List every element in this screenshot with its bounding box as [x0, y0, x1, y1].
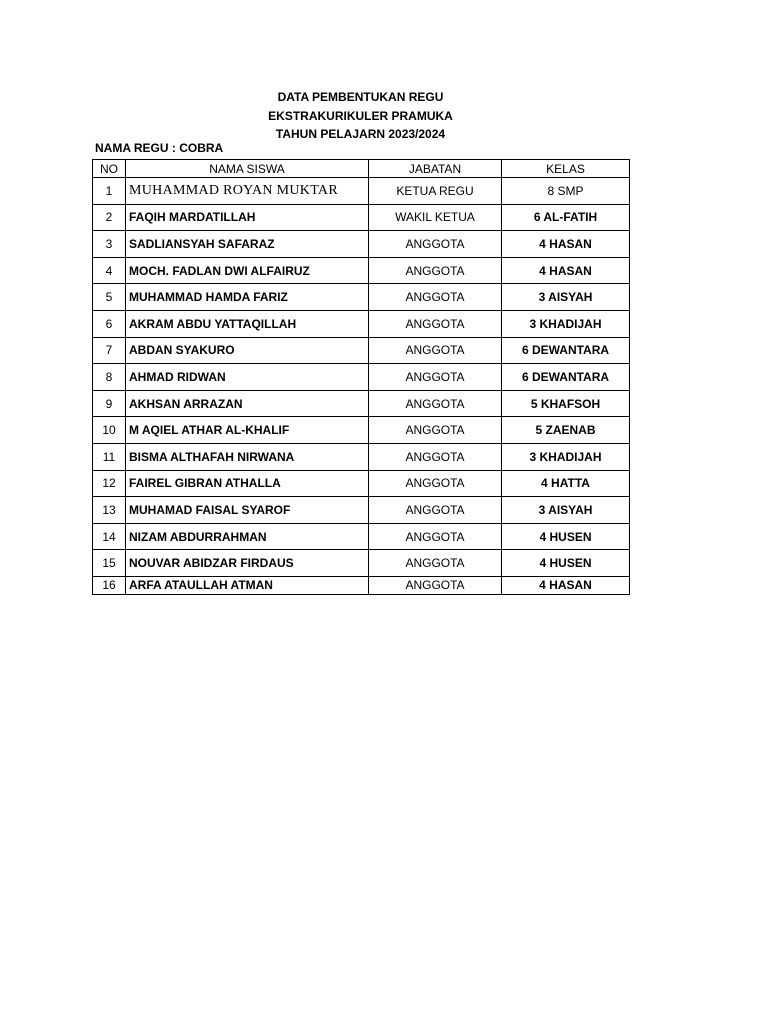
cell-role: ANGGOTA [369, 284, 502, 311]
cell-no: 11 [93, 443, 126, 470]
cell-name: SADLIANSYAH SAFARAZ [126, 231, 369, 258]
cell-name: FAIREL GIBRAN ATHALLA [126, 470, 369, 497]
cell-name: MUHAMMAD ROYAN MUKTAR [126, 178, 369, 205]
cell-no: 4 [93, 257, 126, 284]
column-header-name: NAMA SISWA [126, 160, 369, 178]
column-header-role: JABATAN [369, 160, 502, 178]
cell-no: 1 [93, 178, 126, 205]
table-row [93, 204, 630, 231]
cell-class: 3 KHADIJAH [502, 443, 630, 470]
table-row [93, 284, 630, 311]
table-row [93, 523, 630, 550]
cell-name: AKHSAN ARRAZAN [126, 390, 369, 417]
cell-class: 4 HASAN [502, 231, 630, 258]
cell-role: ANGGOTA [369, 550, 502, 577]
cell-name: ABDAN SYAKURO [126, 337, 369, 364]
cell-name: MOCH. FADLAN DWI ALFAIRUZ [126, 257, 369, 284]
column-header-class: KELAS [502, 160, 630, 178]
cell-name: M AQIEL ATHAR AL-KHALIF [126, 417, 369, 444]
table-header-row [93, 160, 630, 178]
table-row [93, 257, 630, 284]
cell-class: 4 HATTA [502, 470, 630, 497]
cell-role: ANGGOTA [369, 364, 502, 391]
cell-class: 3 KHADIJAH [502, 310, 630, 337]
cell-name: ARFA ATAULLAH ATMAN [126, 576, 369, 594]
table-row [93, 417, 630, 444]
cell-class: 8 SMP [502, 178, 630, 205]
cell-role: ANGGOTA [369, 390, 502, 417]
cell-role: ANGGOTA [369, 576, 502, 594]
cell-role: ANGGOTA [369, 523, 502, 550]
cell-role: ANGGOTA [369, 310, 502, 337]
cell-name: NOUVAR ABIDZAR FIRDAUS [126, 550, 369, 577]
table-row [93, 550, 630, 577]
cell-no: 15 [93, 550, 126, 577]
cell-class: 4 HASAN [502, 576, 630, 594]
cell-class: 6 DEWANTARA [502, 364, 630, 391]
cell-role: ANGGOTA [369, 231, 502, 258]
cell-no: 2 [93, 204, 126, 231]
cell-no: 9 [93, 390, 126, 417]
table-row [93, 470, 630, 497]
cell-name: MUHAMAD FAISAL SYAROF [126, 497, 369, 524]
cell-role: ANGGOTA [369, 443, 502, 470]
cell-name: BISMA ALTHAFAH NIRWANA [126, 443, 369, 470]
table-row [93, 364, 630, 391]
table-row [93, 337, 630, 364]
title-line-3: TAHUN PELAJARN 2023/2024 [275, 127, 446, 141]
cell-no: 10 [93, 417, 126, 444]
cell-role: ANGGOTA [369, 337, 502, 364]
cell-name: FAQIH MARDATILLAH [126, 204, 369, 231]
cell-no: 12 [93, 470, 126, 497]
cell-class: 4 HUSEN [502, 523, 630, 550]
group-name-label: NAMA REGU : COBRA [95, 141, 224, 155]
cell-no: 13 [93, 497, 126, 524]
title-line-2: EKSTRAKURIKULER PRAMUKA [268, 108, 453, 123]
cell-class: 4 HASAN [502, 257, 630, 284]
cell-no: 16 [93, 576, 126, 594]
cell-role: WAKIL KETUA [369, 204, 502, 231]
cell-name: NIZAM ABDURRAHMAN [126, 523, 369, 550]
title-line-1: DATA PEMBENTUKAN REGU [277, 90, 444, 104]
cell-class: 3 AISYAH [502, 497, 630, 524]
cell-role: KETUA REGU [369, 178, 502, 205]
cell-role: ANGGOTA [369, 470, 502, 497]
cell-no: 8 [93, 364, 126, 391]
cell-class: 6 DEWANTARA [502, 337, 630, 364]
cell-class: 6 AL-FATIH [502, 204, 630, 231]
cell-no: 14 [93, 523, 126, 550]
cell-name: AHMAD RIDWAN [126, 364, 369, 391]
table-row [93, 576, 630, 594]
cell-no: 3 [93, 231, 126, 258]
cell-class: 3 AISYAH [502, 284, 630, 311]
cell-class: 5 KHAFSOH [502, 390, 630, 417]
table-row [93, 497, 630, 524]
cell-role: ANGGOTA [369, 257, 502, 284]
table-row [93, 443, 630, 470]
member-table [92, 159, 630, 595]
column-header-no: NO [93, 160, 126, 178]
table-row [93, 310, 630, 337]
cell-class: 4 HUSEN [502, 550, 630, 577]
cell-no: 6 [93, 310, 126, 337]
document-title [0, 88, 721, 144]
table-row [93, 178, 630, 205]
cell-class: 5 ZAENAB [502, 417, 630, 444]
cell-role: ANGGOTA [369, 417, 502, 444]
table-row [93, 231, 630, 258]
table-row [93, 390, 630, 417]
cell-no: 5 [93, 284, 126, 311]
cell-no: 7 [93, 337, 126, 364]
cell-name: AKRAM ABDU YATTAQILLAH [126, 310, 369, 337]
cell-name: MUHAMMAD HAMDA FARIZ [126, 284, 369, 311]
cell-role: ANGGOTA [369, 497, 502, 524]
